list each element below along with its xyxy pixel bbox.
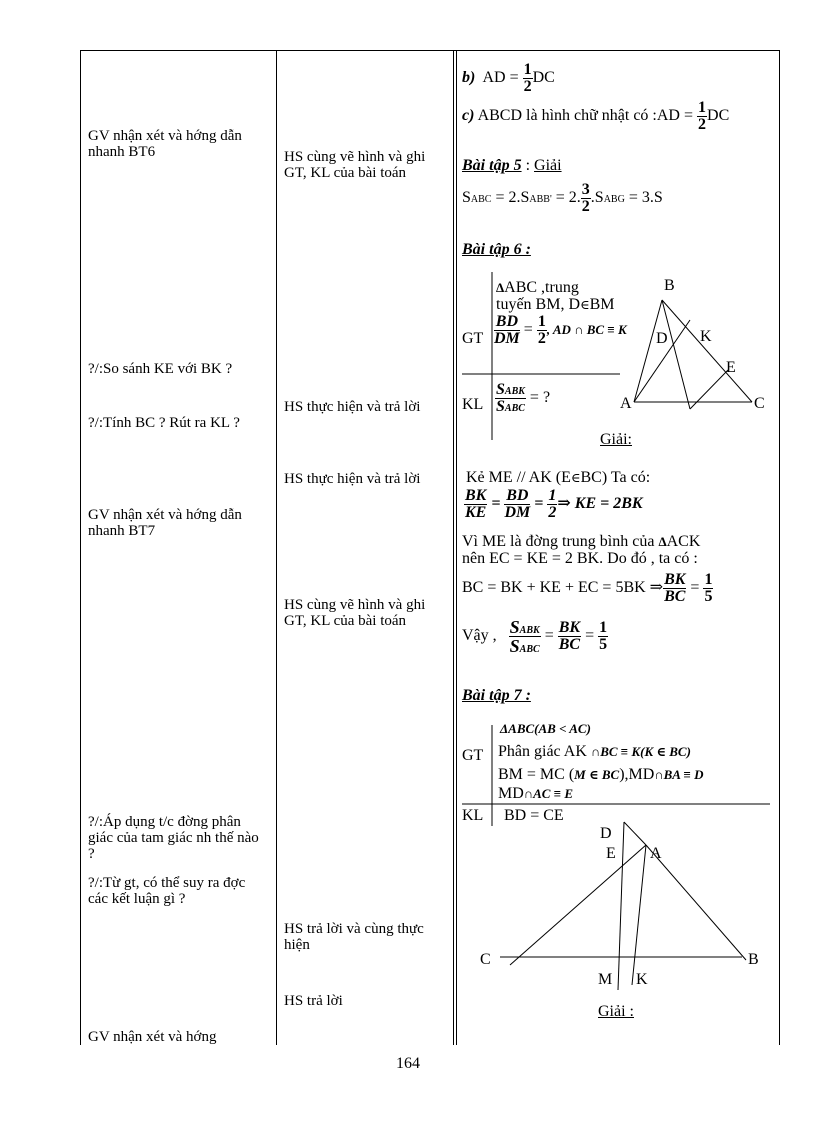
point-m-label: M — [598, 971, 613, 988]
exercise-5-solution: SABC = 2.SABB' = 2. $\frac{3}{2}$ .SABG = 3.S — [462, 181, 663, 215]
point-b-label: B — [748, 951, 759, 968]
formula-c: c) ABCD là hình chữ nhật có :AD = $\frac{1}{2}$ DC — [462, 99, 730, 133]
student-note-2: HS thực hiện và trả lời — [284, 399, 421, 415]
point-a-label: A — [650, 845, 662, 862]
teacher-note-bt6: GV nhận xét và hớng dẫn nhanh BT6 — [88, 128, 242, 160]
question-compare-ke-bk: ?/:So sánh KE với BK ? — [88, 361, 233, 377]
gt6-line2: tuyến BM, D∈BM — [496, 296, 615, 313]
gt7-line4: MD∩AC ≡ E — [498, 785, 574, 802]
student-note-5: HS trả lời và cùng thực hiện — [284, 921, 424, 953]
page-number: 164 — [396, 1055, 420, 1072]
solution-6-heading: Giải: — [600, 431, 632, 448]
gt6-ratio: $\frac{BD}{DM}$ = $\frac{1}{2}$ , AD ∩ BC ≡ K — [494, 313, 627, 347]
kl6-ratio: $\frac{\text{SABK}}{\text{SABC}}$ = ? — [496, 381, 551, 415]
exercise-5-heading: Bài tập 5 : Giải — [462, 157, 562, 174]
segment-ak — [632, 845, 646, 985]
question-compute-bc: ?/:Tính BC ? Rút ra KL ? — [88, 415, 240, 431]
solution-6-line6: Vậy , $\frac{\text{SABK}}{\text{SABC}}$ = $\frac{BK}{BC}$ = $\frac{1}{5}$ — [462, 617, 608, 656]
point-d-label: D — [600, 825, 612, 842]
point-c-label: C — [480, 951, 491, 968]
kl6-label: KL — [462, 396, 484, 413]
solution-6-line4: nên EC = KE = 2 BK. Do đó , ta có : — [462, 550, 698, 567]
segment-ca-extended — [510, 845, 646, 965]
teacher-note-cut: GV nhận xét và hớng — [88, 1029, 217, 1045]
student-note-1: HS cùng vẽ hình và ghi GT, KL của bài toán — [284, 149, 426, 181]
solution-6-line2: $\frac{BK}{KE}$ = $\frac{BD}{DM}$ = $\frac{1}{2}$ ⇒ KE = 2BK — [465, 487, 643, 521]
solution-6-line1: Kẻ ME // AK (E∈BC) Ta có: — [466, 469, 651, 486]
exercise-7-heading: Bài tập 7 : — [462, 687, 531, 704]
student-note-3: HS thực hiện và trả lời — [284, 471, 421, 487]
formula-b: b) AD = $\frac{1}{2}$ DC — [462, 61, 555, 95]
point-e-label: E — [606, 845, 616, 862]
solution-7-heading: Giải : — [598, 1003, 634, 1020]
gt7-label: GT — [462, 747, 484, 764]
point-k-label: K — [700, 328, 712, 345]
point-c-label: C — [754, 395, 765, 412]
point-b-label: B — [664, 277, 675, 294]
solution-6-line3: Vì ME là đờng trung bình của ΔACK — [462, 533, 701, 550]
teacher-note-bt7: GV nhận xét và hớng dẫn nhanh BT7 — [88, 507, 242, 539]
gt7-line3: BM = MC (M ∈ BC),MD∩BA ≡ D — [498, 766, 704, 783]
student-note-4: HS cùng vẽ hình và ghi GT, KL của bài toán — [284, 597, 426, 629]
question-angle-bisector: ?/:Áp dụng t/c đờng phân giác của tam giác nh thế nào ? — [88, 814, 259, 862]
kl7-label: KL — [462, 807, 484, 824]
solution-6-line5: BC = BK + KE + EC = 5BK ⇒ $\frac{BK}{BC}$ = $\frac{1}{5}$ — [462, 571, 713, 605]
point-e-label: E — [726, 359, 736, 376]
student-note-6: HS trả lời — [284, 993, 343, 1009]
point-a-label: A — [620, 395, 632, 412]
question-conclusions: ?/:Từ gt, có thể suy ra đợc các kết luận gì ? — [88, 875, 246, 907]
exercise-6-heading: Bài tập 6 : — [462, 241, 531, 258]
point-d-label: D — [656, 330, 668, 347]
segment-md — [618, 822, 624, 990]
gt6-label: GT — [462, 330, 484, 347]
point-k-label: K — [636, 971, 648, 988]
segment-md-to-a — [624, 822, 646, 845]
gt7-line2: Phân giác AK ∩BC ≡ K(K ∈ BC) — [498, 743, 691, 760]
kl7-text: BD = CE — [504, 807, 564, 824]
gt6-line1: ΔABC ,trung — [496, 279, 579, 296]
gt7-line1: ΔABC(AB < AC) — [500, 721, 591, 736]
